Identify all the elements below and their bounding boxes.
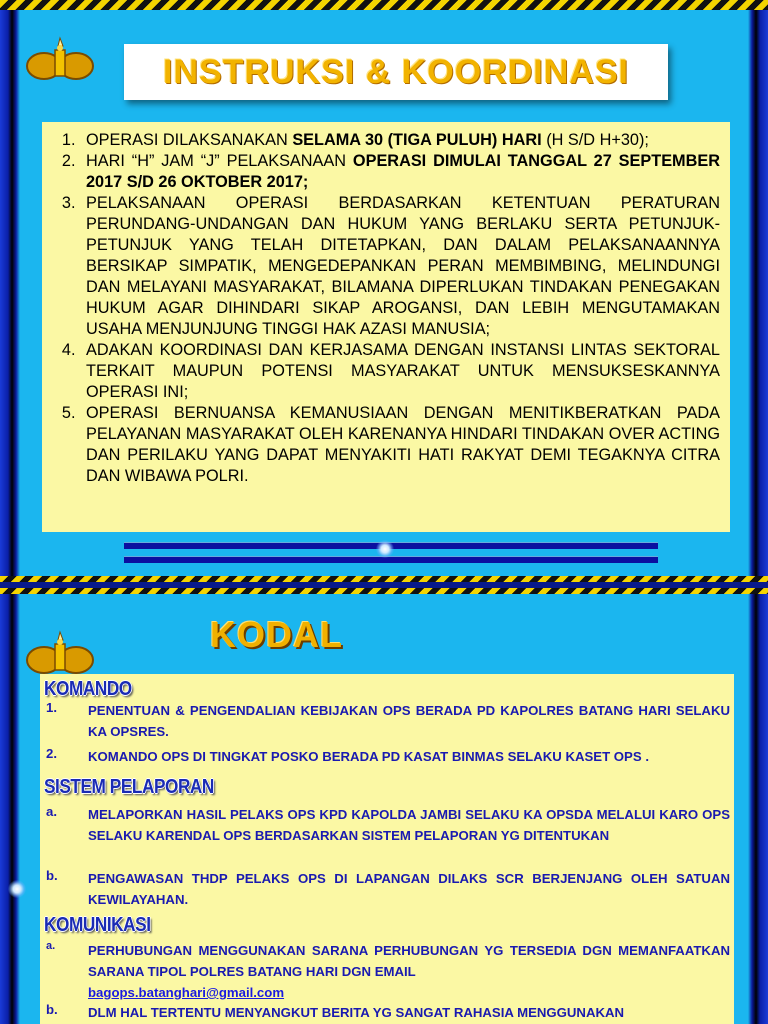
- lens-flare-icon: [8, 880, 26, 898]
- slide-title: KODAL: [210, 614, 343, 655]
- email-link[interactable]: bagops.batanghari@gmail.com: [88, 985, 285, 1000]
- section-heading-komando: KOMANDO: [44, 678, 132, 700]
- list-item: 2. KOMANDO OPS DI TINGKAT POSKO BERADA PD KASAT BINMAS SELAKU KASET OPS .: [46, 746, 649, 764]
- police-emblem-icon: [24, 630, 96, 676]
- police-emblem-icon: [24, 36, 96, 82]
- list-item: a. PERHUBUNGAN MENGGUNAKAN SARANA PERHUBUNGAN YG TERSEDIA DGN MEMANFAATKAN SARANA TIPOL POLRES BATANG HARI DGN EMAIL bagops.batanghari@gmail.com: [46, 940, 730, 1000]
- list-item: 1. OPERASI DILAKSANAKAN SELAMA 30 (TIGA PULUH) HARI (H S/D H+30);: [80, 130, 720, 151]
- list-item: 3. PELAKSANAAN OPERASI BERDASARKAN KETENTUAN PERATURAN PERUNDANG-UNDANGAN DAN HUKUM YANG BERLAKU SERTA PETUNJUK-PETUNJUK YANG TELAH DITETAPKAN, DAN DALAM PELAKSANAANNYA BERSIKAP SIMPATIK, MENGEDEPANKAN PERAN MEMBIMBING, MELINDUNGI DAN MELAYANI MASYARAKAT, BILAMANA DIPERLUKAN TINDAKAN PENEGAKAN HUKUM AGAR DIHINDARI SIKAP AROGANSI, DAN LEBIH MENGUTAMAKAN USAHA MENJUNJUNG TINGGI HAK AZASI MANUSIA;: [80, 193, 720, 340]
- section-heading-komunikasi: KOMUNIKASI: [44, 914, 151, 936]
- slide-instruksi: [0, 10, 768, 576]
- list-item: 4. ADAKAN KOORDINASI DAN KERJASAMA DENGAN INSTANSI LINTAS SEKTORAL TERKAIT MAUPUN POTENSI MASYARAKAT UNTUK MENSUKSESKANNYA OPERASI INI;: [80, 340, 720, 403]
- list-item: 5. OPERASI BERNUANSA KEMANUSIAAN DENGAN MENITIKBERATKAN PADA PELAYANAN MASYARAKAT OLEH KARENANYA HINDARI TINDAKAN OVER ACTING DAN PERILAKU YANG DAPAT MENYAKITI HATI RAKYAT DEMI TEGAKNYA CITRA DAN WIBAWA POLRI.: [80, 403, 720, 487]
- lens-flare-icon: [376, 540, 394, 558]
- list-item: 1. PENENTUAN & PENGENDALIAN KEBIJAKAN OPS BERADA PD KAPOLRES BATANG HARI SELAKU KA OPSRES.: [46, 700, 730, 739]
- slide-kodal: [0, 594, 768, 1024]
- instruction-list: [42, 122, 730, 487]
- section-heading-pelaporan: SISTEM PELAPORAN: [44, 776, 214, 798]
- list-item: a. MELAPORKAN HASIL PELAKS OPS KPD KAPOLDA JAMBI SELAKU KA OPSDA MELALUI KARO OPS SELAKU KARENDAL OPS BERDASARKAN SISTEM PELAPORAN YG DITENTUKAN: [46, 804, 730, 843]
- slide-title: INSTRUKSI & KOORDINASI: [124, 44, 668, 100]
- decorative-bar: [124, 556, 658, 563]
- instructions-panel: [42, 122, 730, 532]
- slide-separator: [0, 576, 768, 594]
- list-item: 2. HARI “H” JAM “J” PELAKSANAAN OPERASI DIMULAI TANGGAL 27 SEPTEMBER 2017 S/D 26 OKTOBER 2017;: [80, 151, 720, 193]
- list-item: b. DLM HAL TERTENTU MENYANGKUT BERITA YG SANGAT RAHASIA MENGGUNAKAN: [46, 1002, 625, 1020]
- top-hazard-stripe: [0, 0, 768, 10]
- list-item: b. PENGAWASAN THDP PELAKS OPS DI LAPANGAN DILAKS SCR BERJENJANG OLEH SATUAN KEWILAYAHAN.: [46, 868, 730, 907]
